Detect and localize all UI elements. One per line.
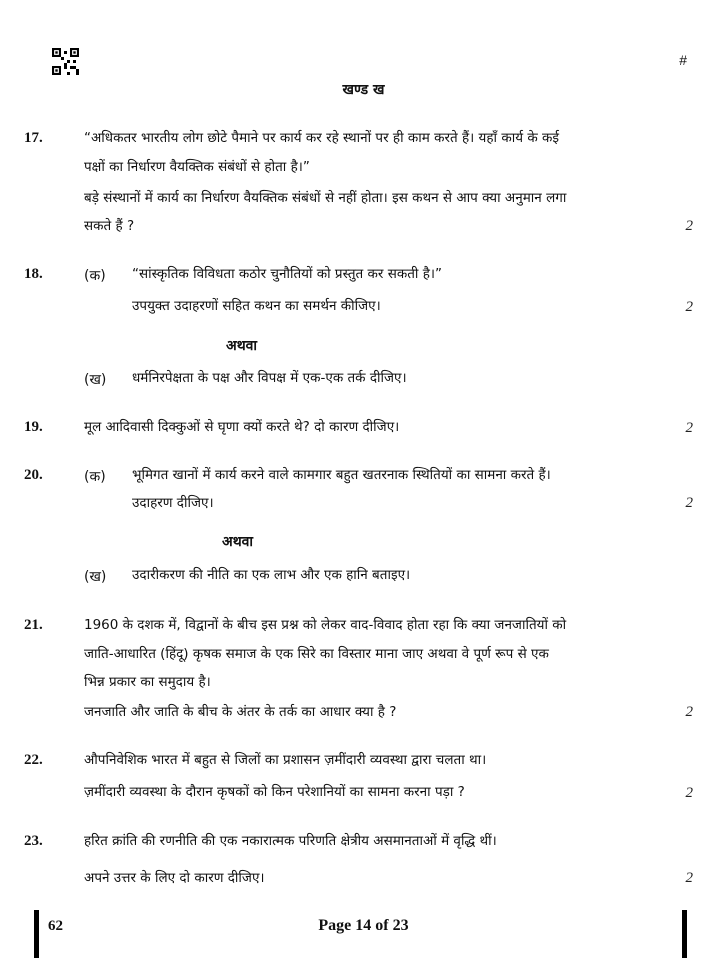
option-label: (ख) [84,569,107,585]
question-text: उदाहरण दीजिए। [132,495,214,511]
or-label: अथवा [222,534,254,550]
question-number: 19. [24,419,43,435]
option-label: (ख) [84,372,107,388]
question-text: मूल आदिवासी दिक्कुओं से घृणा क्यों करते थे? दो कारण दीजिए। [84,419,400,435]
qr-code-icon [52,48,79,75]
question-number: 21. [24,617,43,633]
question-text: अपने उत्तर के लिए दो कारण दीजिए। [84,870,265,886]
question-text: उपयुक्त उदाहरणों सहित कथन का समर्थन कीजिए। [132,298,381,314]
footer-code: 62 [48,918,63,934]
question-text: “सांस्कृतिक विविधता कठोर चुनौतियों को प्रस्तुत कर सकती है।” [132,266,442,282]
marks: 2 [685,299,693,315]
question-text: भूमिगत खानों में कार्य करने वाले कामगार बहुत खतरनाक स्थितियों का सामना करते हैं। [132,467,551,483]
question-text: धर्मनिरपेक्षता के पक्ष और विपक्ष में एक-एक तर्क दीजिए। [132,370,407,386]
question-number: 17. [24,130,43,146]
footer-bar-right [682,910,687,958]
question-text: औपनिवेशिक भारत में बहुत से जिलों का प्रशासन ज़मींदारी व्यवस्था द्वारा चलता था। [84,752,487,768]
question-text: जाति-आधारित (हिंदू) कृषक समाज के एक सिरे का विस्तार माना जाए अथवा वे पूर्ण रूप से एक [84,646,549,662]
or-label: अथवा [226,338,258,354]
question-text: हरित क्रांति की रणनीति की एक नकारात्मक परिणति क्षेत्रीय असमानताओं में वृद्धि थीं। [84,833,497,849]
question-text: पक्षों का निर्धारण वैयक्तिक संबंधों से होता है।” [84,159,310,175]
question-number: 18. [24,266,43,282]
question-text: ज़मींदारी व्यवस्था के दौरान कृषकों को किन परेशानियों का सामना करना पड़ा ? [84,784,465,800]
marks: 2 [685,704,693,720]
question-number: 22. [24,752,43,768]
marks: 2 [685,870,693,886]
marks: 2 [685,218,693,234]
question-text: बड़े संस्थानों में कार्य का निर्धारण वैयक्तिक संबंधों से नहीं होता। इस कथन से आप क्या अनुमान लगा [84,190,567,206]
option-label: (क) [84,268,106,284]
question-text: “अधिकतर भारतीय लोग छोटे पैमाने पर कार्य कर रहे स्थानों पर ही काम करते हैं। यहाँ कार्य के कई [84,130,559,146]
marks: 2 [685,785,693,801]
question-text: सकते हैं ? [84,218,135,234]
question-number: 23. [24,833,43,849]
option-label: (क) [84,469,106,485]
question-text: जनजाति और जाति के बीच के अंतर के तर्क का आधार क्या है ? [84,704,397,720]
marks: 2 [685,495,693,511]
page-number: Page 14 of 23 [318,917,409,934]
question-text: 1960 के दशक में, विद्वानों के बीच इस प्रश्न को लेकर वाद-विवाद होता रहा कि क्या जनजातियों को [84,617,567,633]
question-text: उदारीकरण की नीति का एक लाभ और एक हानि बताइए। [132,567,411,583]
question-number: 20. [24,467,43,483]
hash-mark: # [679,52,687,68]
section-title: खण्ड ख [342,82,385,98]
question-text: भिन्न प्रकार का समुदाय है। [84,674,211,690]
marks: 2 [685,420,693,436]
